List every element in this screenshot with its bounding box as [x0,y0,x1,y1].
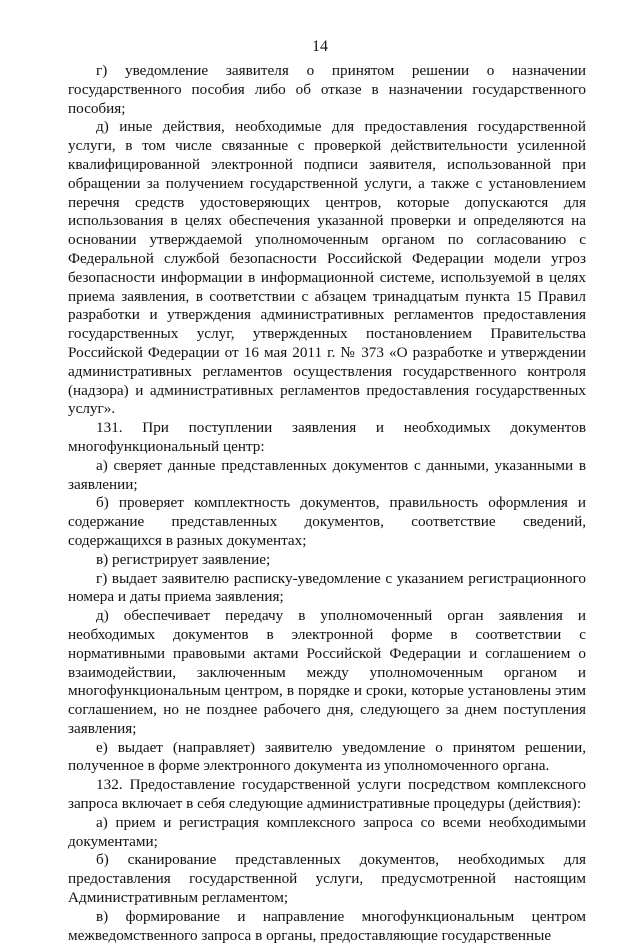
paragraph-5-clause-131-b: б) проверяет комплектность документов, правильность оформления и содержание представленных документов, соответствие сведений, содержащихся в разных документах; [68,494,586,549]
paragraph-1-g-notification: г) уведомление заявителя о принятом решении о назначении государственного пособия либо об отказе в назначении государственного пособия; [68,62,586,117]
paragraph-8-clause-131-d: д) обеспечивает передачу в уполномоченный орган заявления и необходимых документов в электронной форме в соответствии с нормативными правовыми актами Российской Федерации и соглашением о взаимодействии, заключенным между уполномоченным органом и многофункциональным центром, в порядке и сроки, которые установлены этим соглашением, но не позднее рабочего дня, следующего за днем поступления заявления; [68,607,586,737]
paragraph-4-clause-131-a: а) сверяет данные представленных документов с данными, указанными в заявлении; [68,456,586,493]
paragraph-6-clause-131-v: в) регистрирует заявление; [96,550,271,568]
paragraph-9-clause-131-e: е) выдает (направляет) заявителю уведомление о принятом решении, полученное в форме электронного документа из уполномоченного органа. [68,738,586,775]
paragraph-11-clause-132-a: а) прием и регистрация комплексного запроса со всеми необходимыми документами; [68,813,586,850]
paragraph-10-clause-132: 132. Предоставление государственной услуги посредством комплексного запроса включает в себя следующие административные процедуры (действия): [68,776,586,813]
paragraph-7-clause-131-g: г) выдает заявителю расписку-уведомление с указанием регистрационного номера и даты приема заявления; [68,569,586,606]
body-text [68,62,586,945]
paragraph-13-clause-132-v: в) формирование и направление многофункциональным центром межведомственного запроса в органы, предоставляющие государственные [68,907,586,944]
paragraph-3-clause-131: 131. При поступлении заявления и необходимых документов многофункциональный центр: [68,419,586,455]
paragraph-2-d-other-actions: д) иные действия, необходимые для предоставления государственной услуги, в том числе связанные с проверкой действительности усиленной квалифицированной электронной подписи заявителя, использованной при обращении за получением государственной услуги, а также с установлением перечня средств удостоверяющих центров, которые допускаются для использования в целях обеспечения указанной проверки и определяются на основании утверждаемой уполномоченным органом по согласованию с Федеральной службой безопасности Российской Федерации модели угроз безопасности информации в информационной системе, используемой в целях приема заявления, в соответствии с абзацем тринадцатым пункта 15 Правил разработки и утверждения административных регламентов предоставления государственных услуг, утвержденных постановлением Правительства Российской Федерации от 16 мая 2011 г. № 373 «О разработке и утверждении административных регламентов осуществления государственного контроля (надзора) и административных регламентов предоставления государственных услуг». [68,118,586,418]
paragraph-12-clause-132-b: б) сканирование представленных документов, необходимых для предоставления государственной услуги, предусмотренной настоящим Административным регламентом; [68,851,586,907]
page-number: 14 [312,38,328,55]
